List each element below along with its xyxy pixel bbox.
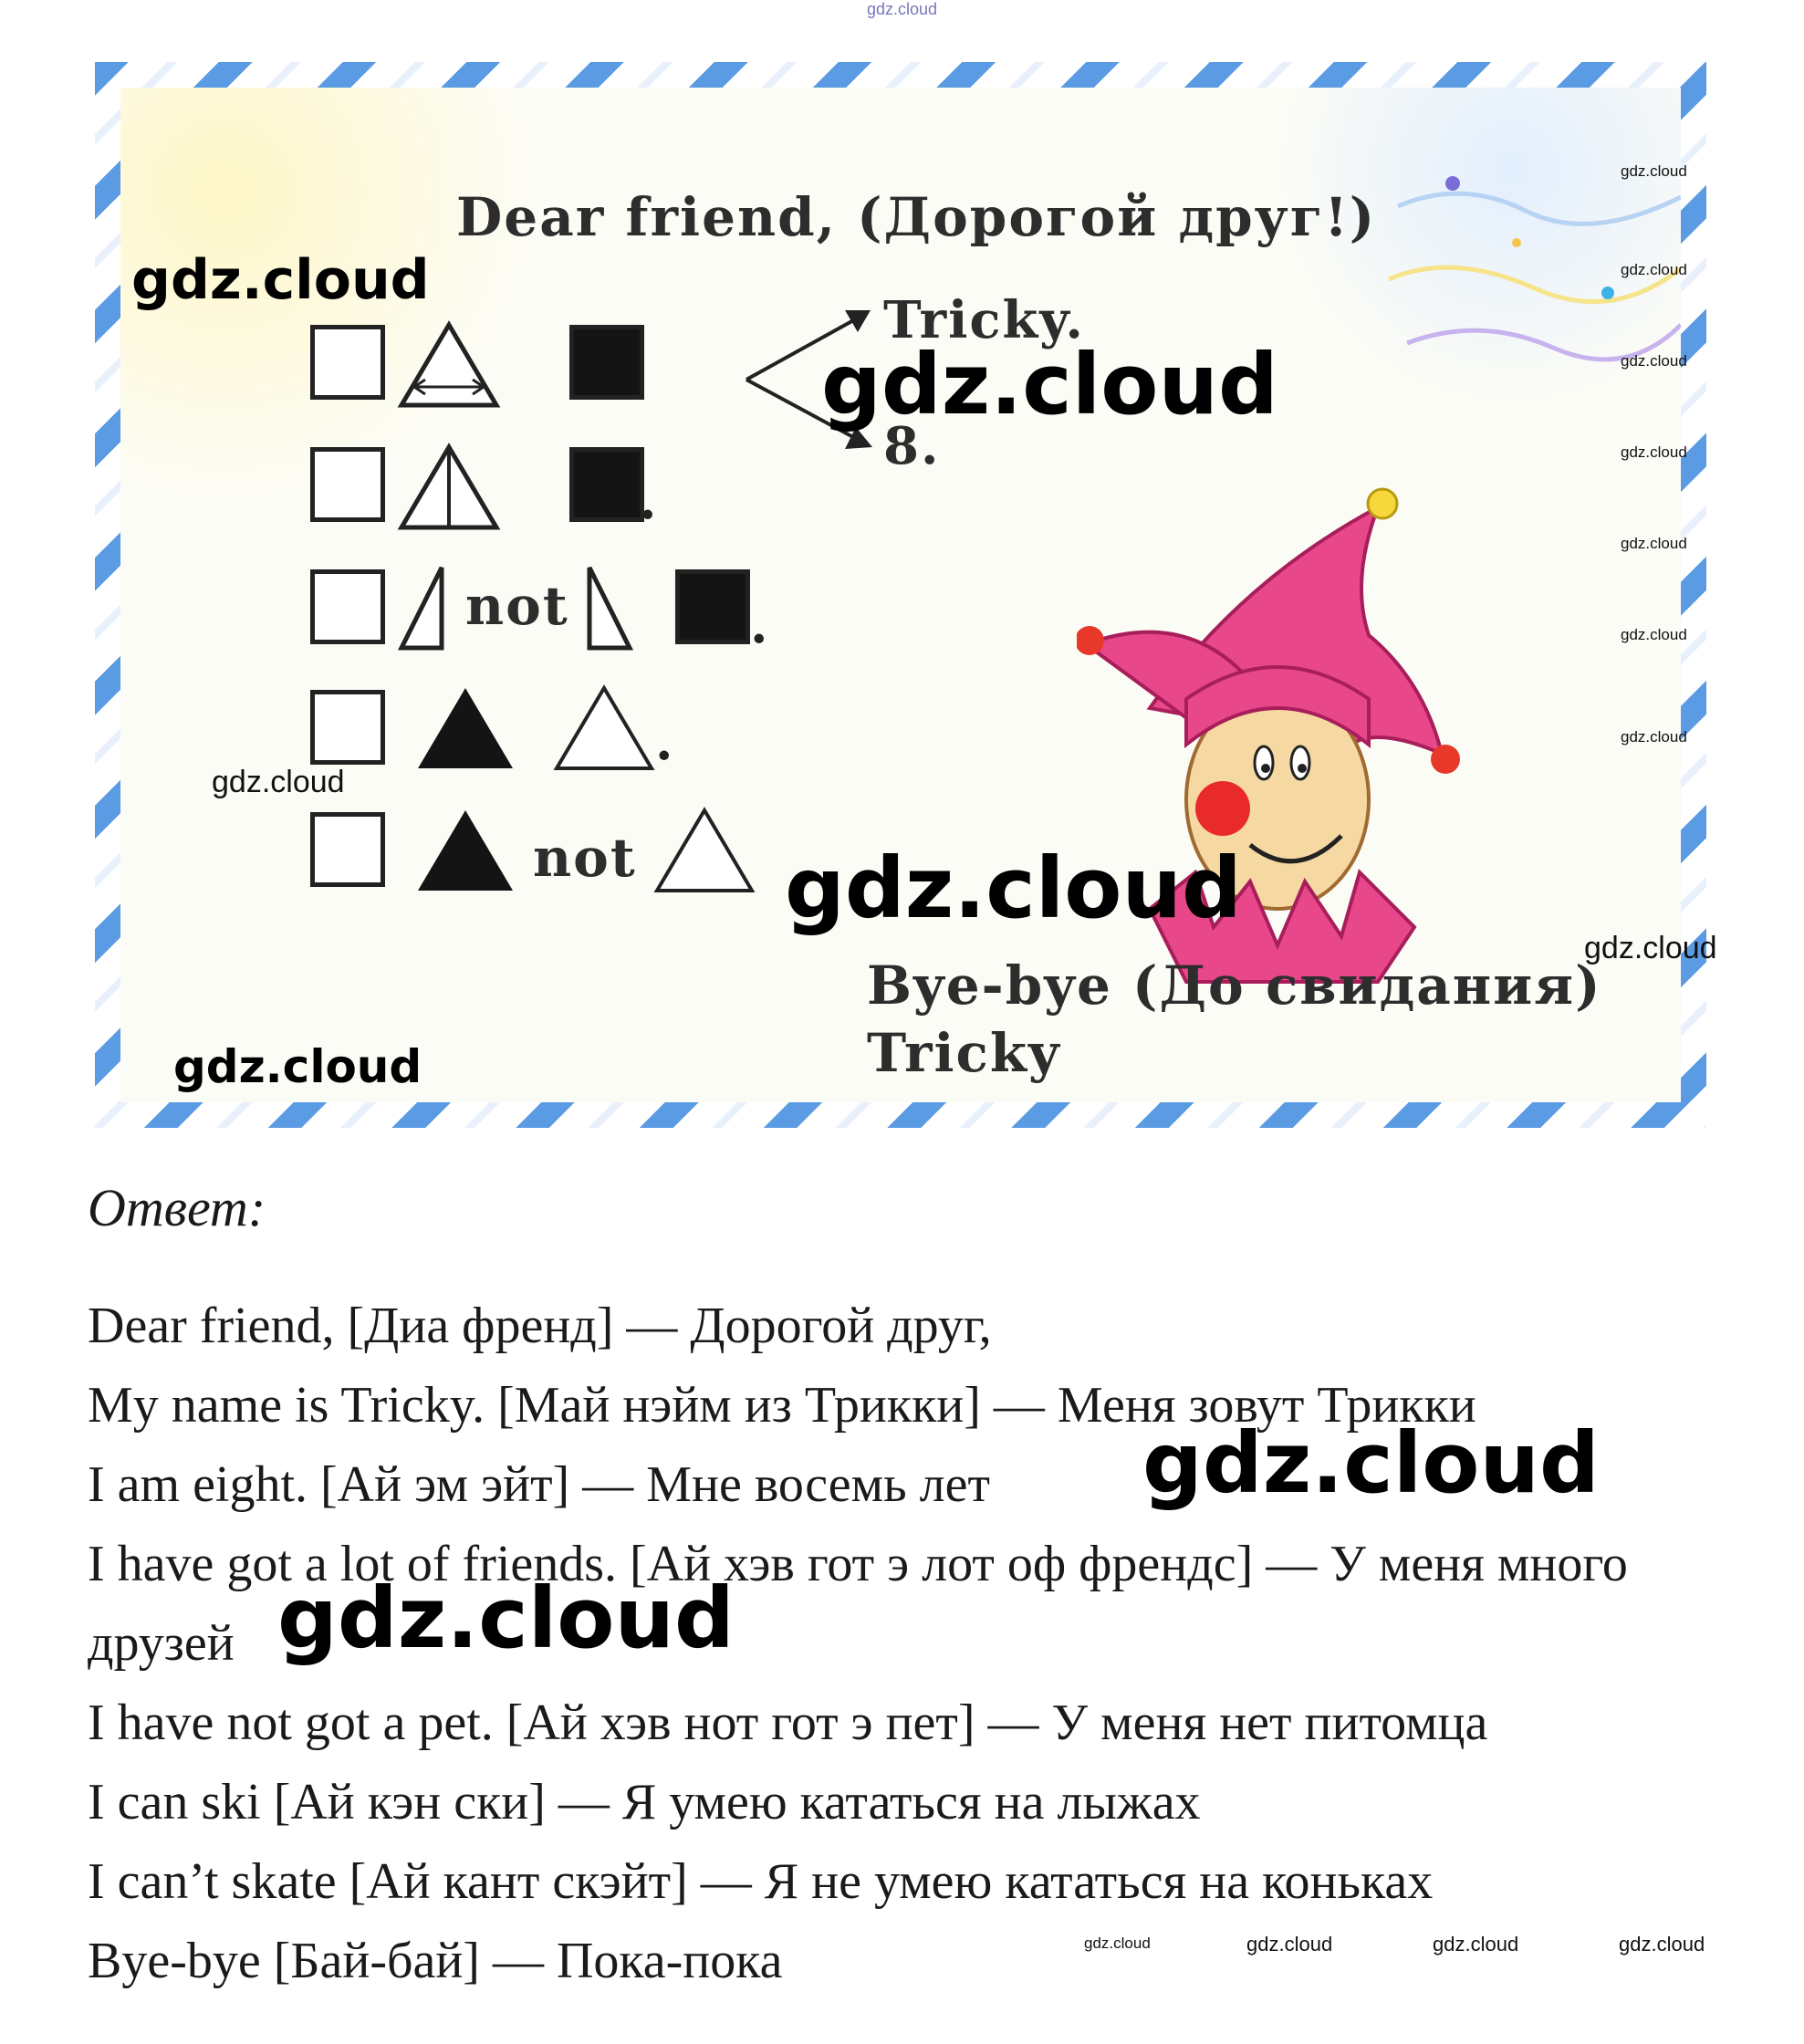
card-name: Tricky. bbox=[883, 290, 1085, 350]
empty-square-icon bbox=[310, 569, 385, 644]
split-triangle-icon bbox=[394, 442, 504, 533]
filled-triangle-icon bbox=[411, 805, 520, 896]
answer-line: I am eight. [Ай эм эйт] — Мне восемь лет bbox=[88, 1456, 990, 1513]
watermark-small: gdz.cloud bbox=[1246, 1933, 1333, 1955]
empty-triangle-icon bbox=[549, 683, 659, 774]
card-age: 8. bbox=[883, 416, 941, 476]
watermark-small: gdz.cloud bbox=[1084, 1934, 1151, 1952]
envelope-content bbox=[120, 88, 1681, 1102]
watermark: gdz.cloud bbox=[277, 1570, 735, 1667]
triangle-with-arrow-icon bbox=[394, 319, 504, 411]
site-watermark-top: gdz.cloud bbox=[866, 0, 938, 18]
not-word: not bbox=[465, 575, 569, 637]
empty-square-icon bbox=[310, 447, 385, 522]
watermark: gdz.cloud bbox=[212, 765, 345, 799]
answer-line: My name is Tricky. [Май нэйм из Трикки] — Меня зовут Трикки bbox=[88, 1377, 1476, 1434]
watermark: gdz.cloud bbox=[1142, 1414, 1600, 1512]
answer-line: I can’t skate [Ай кант скэйт] — Я не умею кататься на коньках bbox=[88, 1853, 1434, 1910]
watermark: gdz.cloud bbox=[1584, 931, 1717, 965]
watermark: gdz.cloud bbox=[785, 840, 1242, 937]
answer-line: Bye-bye [Бай-бай] — Пока-пока bbox=[88, 1933, 783, 1989]
answer-label: Ответ: bbox=[88, 1178, 266, 1237]
answer-line: Dear friend, [Диа френд] — Дорогой друг, bbox=[88, 1298, 992, 1354]
empty-square-icon bbox=[310, 690, 385, 765]
half-triangle-icon bbox=[394, 562, 449, 653]
watermark-small: gdz.cloud bbox=[1621, 535, 1687, 552]
watermark-small: gdz.cloud bbox=[1621, 626, 1687, 643]
empty-square-icon bbox=[310, 812, 385, 887]
filled-triangle-icon bbox=[411, 683, 520, 774]
watermark-small: gdz.cloud bbox=[1621, 261, 1687, 278]
answer-line: I can ski [Ай кэн ски] — Я умею кататься на лыжах bbox=[88, 1774, 1201, 1830]
watermark-small: gdz.cloud bbox=[1621, 352, 1687, 370]
answer-line: I have not got a pet. [Ай хэв нот гот э пет] — У меня нет питомца bbox=[88, 1695, 1488, 1751]
answer-line: друзей bbox=[88, 1615, 235, 1672]
watermark-small: gdz.cloud bbox=[1621, 162, 1687, 180]
card-signature: Tricky bbox=[867, 1022, 1061, 1084]
watermark: gdz.cloud bbox=[821, 336, 1278, 433]
watermark-small: gdz.cloud bbox=[1621, 728, 1687, 746]
filled-square-icon bbox=[569, 447, 644, 522]
watermark: gdz.cloud bbox=[131, 248, 430, 312]
watermark-small: gdz.cloud bbox=[1621, 443, 1687, 461]
card-farewell: Bye-bye (До свидания) bbox=[867, 954, 1602, 1017]
watermark-small: gdz.cloud bbox=[1619, 1933, 1705, 1955]
envelope-card bbox=[95, 62, 1706, 1128]
half-triangle-right-icon bbox=[582, 562, 637, 653]
period-mark: . bbox=[750, 595, 768, 655]
not-word: not bbox=[533, 827, 637, 889]
answer-line: I have got a lot of friends. [Ай хэв гот э лот оф френдс] — У меня много bbox=[88, 1536, 1628, 1592]
empty-triangle-icon bbox=[650, 805, 759, 896]
period-mark: . bbox=[639, 471, 657, 531]
empty-square-icon bbox=[310, 325, 385, 400]
filled-square-icon bbox=[569, 325, 644, 400]
filled-square-icon bbox=[675, 569, 750, 644]
card-greeting: Dear friend, (Дорогой друг!) bbox=[456, 186, 1377, 248]
watermark-small: gdz.cloud bbox=[1433, 1933, 1519, 1955]
watermark: gdz.cloud bbox=[173, 1040, 422, 1093]
period-mark: . bbox=[655, 712, 673, 772]
